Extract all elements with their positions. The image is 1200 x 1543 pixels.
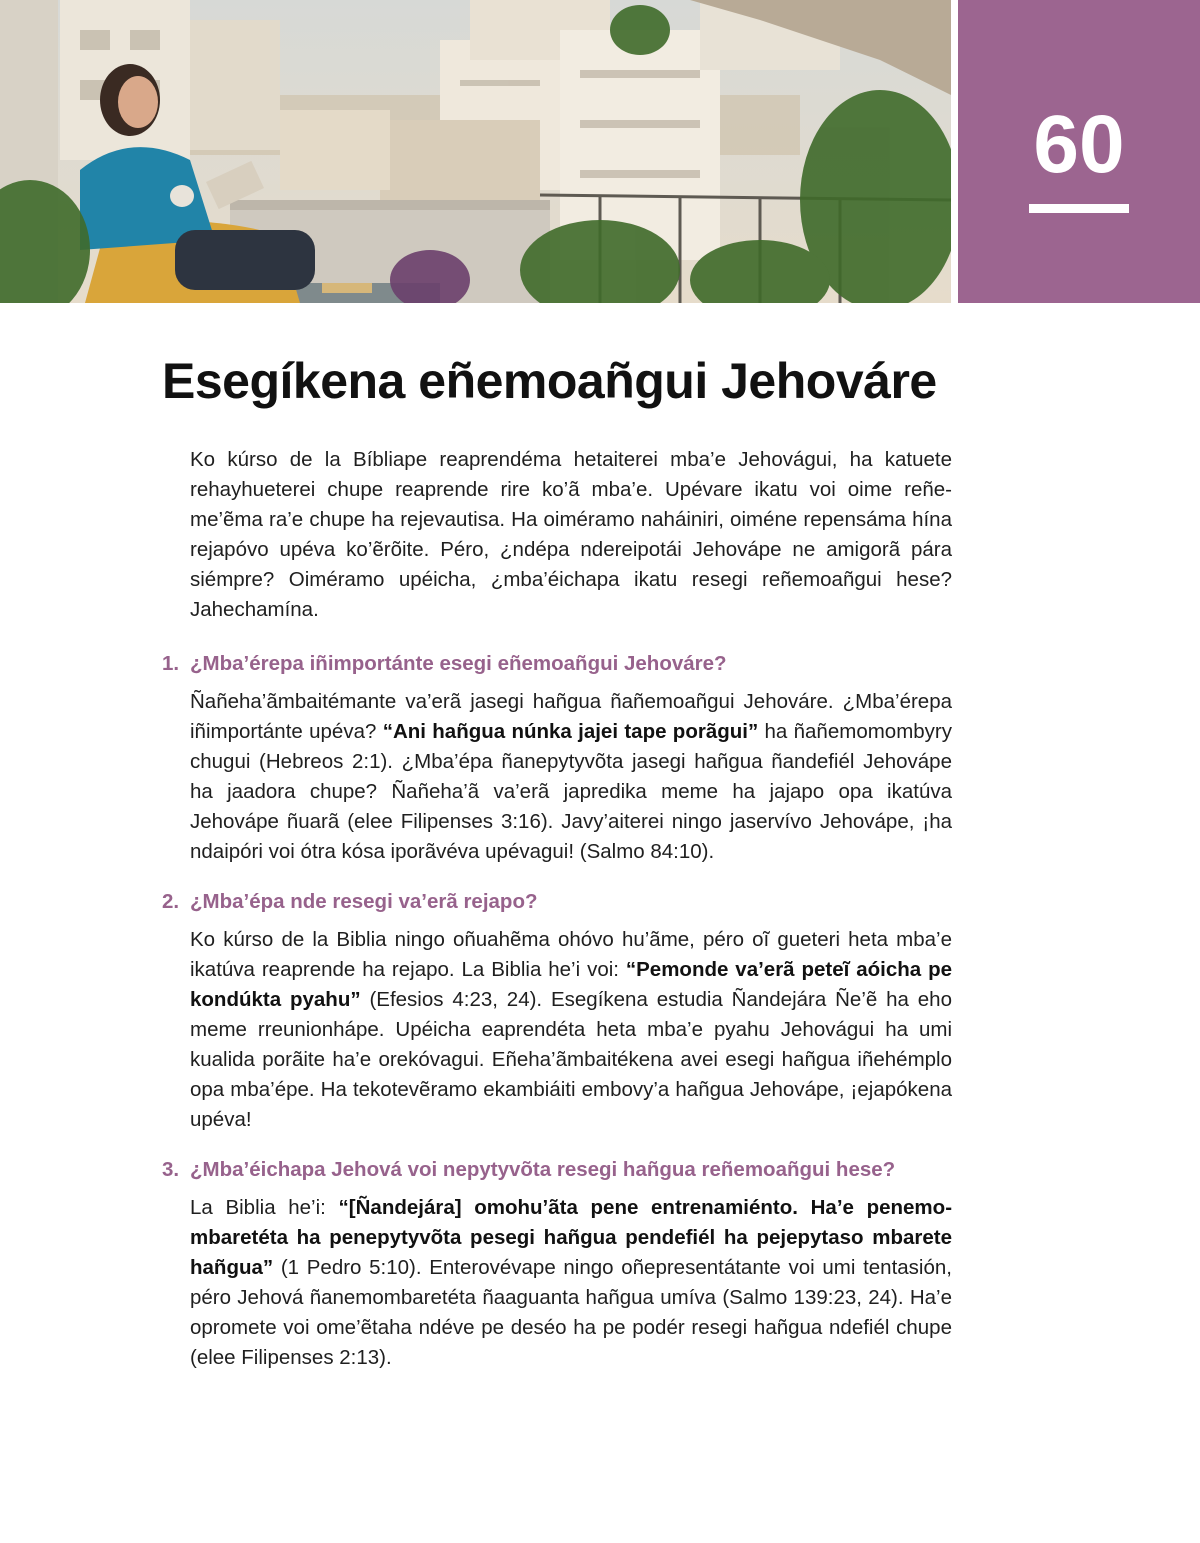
page-title: Esegíkena eñemoañgui Jehováre: [162, 353, 937, 409]
section-2: [162, 887, 952, 1135]
scripture-quote: “Ani hañgua núnka jajei tape porãgui”: [382, 720, 759, 743]
section-answer: [190, 687, 952, 867]
section-question: [162, 649, 952, 679]
section-question: [162, 887, 952, 917]
section-answer: [190, 925, 952, 1135]
section-question-text: ¿Mba’éichapa Jehová voi nepytyvõta resegi hañgua reñemoañgui hese?: [190, 1158, 896, 1181]
section-question-text: ¿Mba’érepa iñimportánte esegi eñemoañgui Jehováre?: [190, 652, 727, 675]
intro-paragraph: Ko kúrso de la Bíbliape reaprendéma hetaiterei mba’e Jehovágui, ha katuete rehayhueterei chupe reaprende rire ko’ã mba’e. Upévare ikatu voi oime reñeme’ẽma ra’e chupe ha rejevautisa. Ha oiméramo naháiniri, oiméne repensáma hína rejapóvo upéva ko’ẽrõite. Péro, ¿ndépa ndereipotái Jehovápe ne amigorã pára siémpre? Oiméramo upéicha, ¿mba’éichapa ikatu resegi reñemoañgui hese? Jahechamína.: [190, 448, 952, 621]
hero-photo: [0, 0, 951, 303]
lesson-number-box: [958, 0, 1200, 303]
lesson-number-underline: [1029, 204, 1129, 213]
answer-text: La Biblia he’i:: [190, 1196, 339, 1219]
section-number: 1.: [162, 652, 180, 675]
section-question-text: ¿Mba’épa nde resegi va’erã rejapo?: [190, 890, 538, 913]
scripture-quote: “[Ñandejára] omohu’ãta pene entrenamiénto. Ha’e penemombaretéta ha penepytyvõta pesegi hañgua pendefiél ha pejepytaso mbarete hañgua”: [190, 1196, 953, 1279]
section-question: [162, 1155, 952, 1185]
section-number: 2.: [162, 890, 180, 913]
lesson-content: [162, 445, 952, 1393]
section-answer: [190, 1193, 952, 1373]
answer-text: Ñañeha’ãmbaitémante va’erã jasegi hañgua ñañemoañgui Jehováre. ¿Mba’érepa iñimportánte upéva?: [190, 690, 952, 743]
answer-text: Ko kúrso de la Biblia ningo oñuahẽma ohóvo hu’ãme, péro oĩ gueteri heta mba’e ikatúva reaprende ha rejapo. La Biblia he’i voi:: [190, 928, 952, 981]
scripture-quote: “Pemonde va’erã peteĩ aóicha pe kondúkta pyahu”: [190, 958, 952, 1011]
answer-text: ha ñañemomombyry chugui (Hebreos 2:1). ¿Mba’épa ñanepytyvõta jasegi hañgua ñandefiél Jehovápe ha jaadora chupe? Ñañeha’ã va’erã japredika meme ha jajapo opa ikatúva Jehovápe ñuarã (elee Filipenses 3:16). Javy’aiterei ningo jaservívo Jehovápe, ¡ha ndaipóri voi ótra kósa iporãvéva upévagui! (Salmo 84:10).: [190, 720, 952, 863]
answer-text: (1 Pedro 5:10). Enterovévape ningo oñepresentátante voi umi tentasión, péro Jehová ñanemombaretéta ñaaguanta hañgua umíva (Salmo 139:23, 24). Ha’e opromete voi ome’ẽtaha ndéve pe deséo ha pe podér resegi hañgua ndefiél chupe (elee Filipenses 2:13).: [190, 1256, 952, 1369]
section-number: 3.: [162, 1158, 180, 1181]
answer-text: (Efesios 4:23, 24). Esegíkena estudia Ñandejára Ñe’ẽ ha eho meme rreunionhápe. Upéicha eaprendéta heta mba’e pyahu Jehovágui ha umi kualida porãite ha’e orekóvagui. Eñeha’ãmbaitékena avei esegi hañgua iñehémplo opa mba’épe. Ha tekotevẽramo ekambiáiti embovy’a hañgua Jehovápe, ¡ejapókena upéva!: [190, 988, 952, 1131]
section-3: [162, 1155, 952, 1373]
lesson-number: 60: [1033, 99, 1125, 190]
section-1: [162, 649, 952, 867]
